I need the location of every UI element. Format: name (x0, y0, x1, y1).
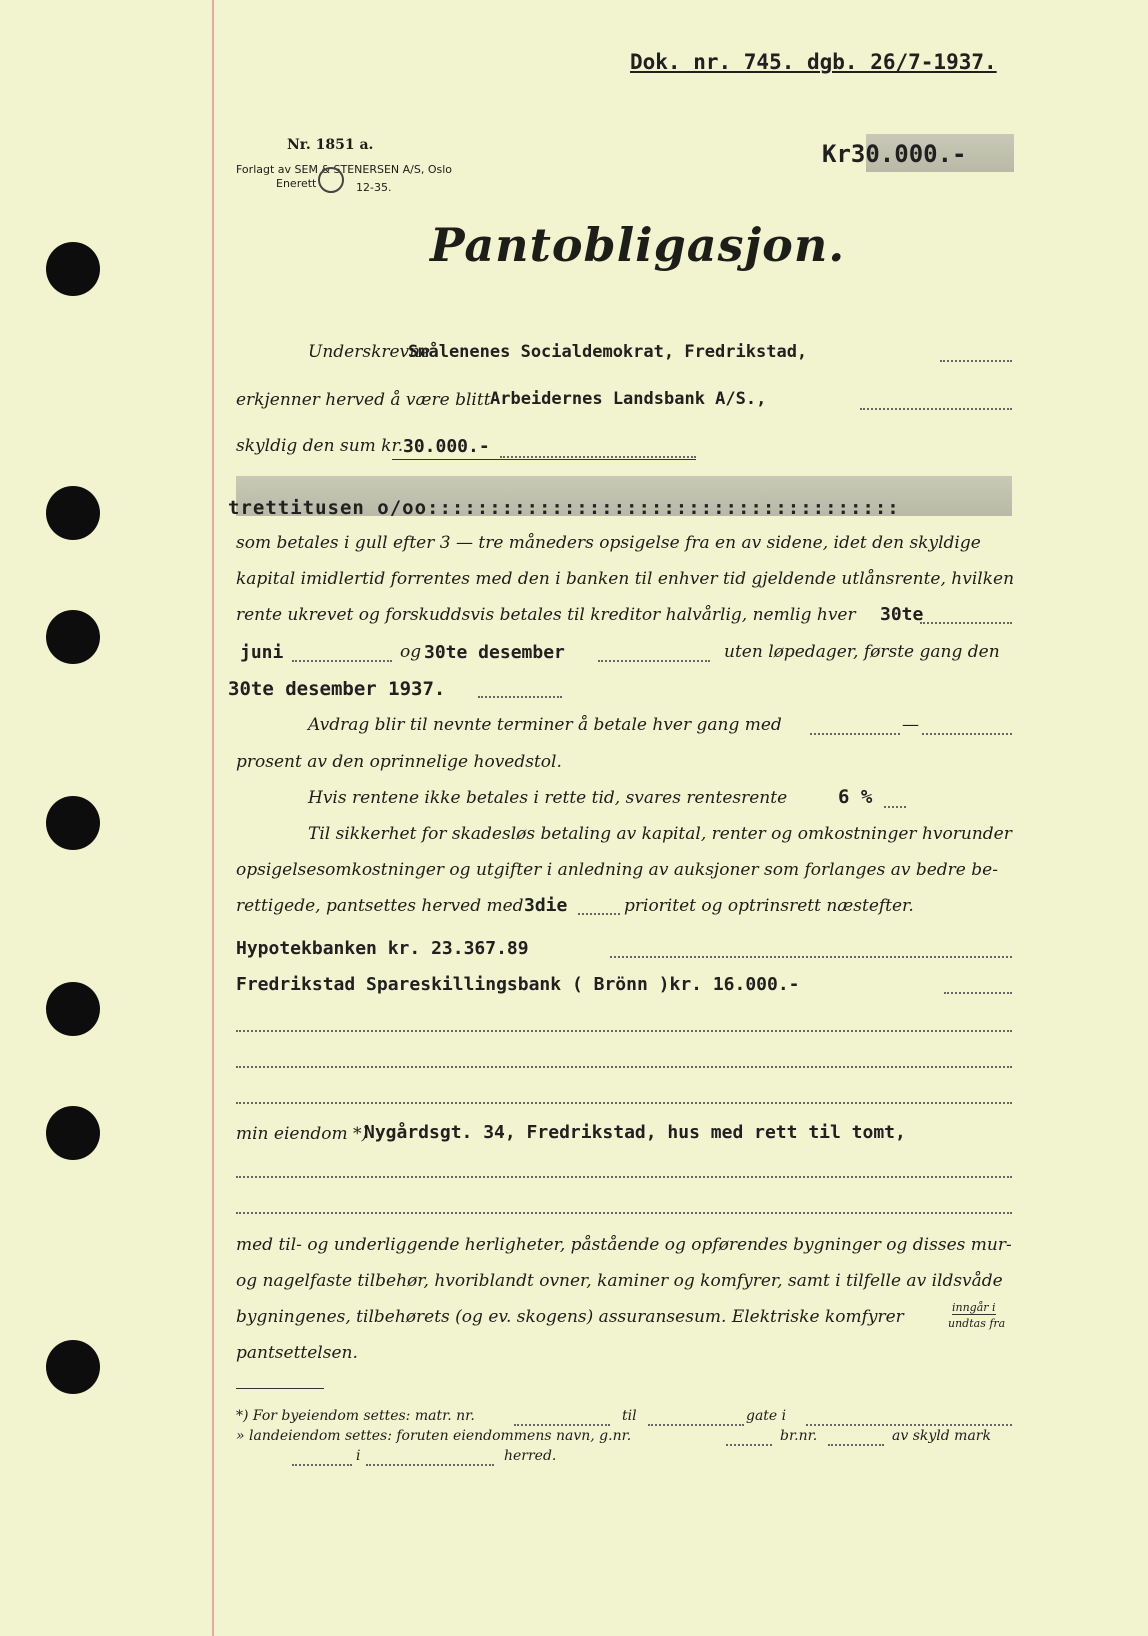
med-line: med til- og underliggende herligheter, påstående og opførendes bygninger og disses mur- (236, 1235, 1012, 1255)
underline (392, 459, 696, 460)
skyldig-value: 30.000.- (403, 436, 490, 457)
footnote-text: br.nr. (780, 1428, 818, 1444)
document-number: Dok. nr. 745. dgb. 26/7-1937. (630, 50, 997, 74)
inngar-text: inngår i (952, 1301, 996, 1314)
footnote-text: *) For byeiendom settes: matr. nr. (236, 1408, 475, 1424)
footnote-text: i (356, 1448, 361, 1464)
med-line: pantsettelsen. (236, 1343, 358, 1363)
dotted-line (292, 660, 392, 662)
p4-end: uten løpedager, første gang den (724, 642, 1000, 662)
dotted-line (922, 733, 1012, 735)
punch-hole (46, 610, 100, 664)
dotted-line (236, 1066, 1012, 1068)
sikk3-end: prioritet og optrinsrett næstefter. (624, 896, 914, 916)
dotted-line (944, 992, 1012, 994)
footnote-text: herred. (504, 1448, 557, 1464)
prosent-text: prosent av den oprinnelige hovedstol. (236, 752, 562, 772)
dotted-line (366, 1464, 494, 1466)
para-line: kapital imidlertid forrentes med den i banken til enhver tid gjeldende utlånsrente, hvilken (236, 569, 1015, 589)
form-number: Nr. 1851 a. (287, 137, 374, 153)
hvis-label: Hvis rentene ikke betales i rette tid, svares rentesrente (308, 788, 788, 808)
dotted-line (860, 408, 1012, 410)
dotted-line (236, 1212, 1012, 1214)
dotted-line (726, 1444, 772, 1446)
amount-words: trettitusen o/oo:::::::::::::::::::::::::::::::::::::: (228, 497, 900, 519)
kr-amount: Kr30.000.- (822, 140, 967, 168)
punch-hole (46, 1340, 100, 1394)
sikk-line: opsigelsesomkostninger og utgifter i anledning av auksjoner som forlanges av bedre be- (236, 860, 998, 880)
dotted-line (236, 1102, 1012, 1104)
page-title: Pantobligasjon. (430, 218, 846, 272)
p3-value: 30te (880, 604, 924, 625)
dotted-line (940, 360, 1012, 362)
undersk-value: Smålenenes Socialdemokrat, Fredrikstad, (408, 342, 808, 362)
p5-value: 30te desember 1937. (228, 678, 446, 700)
eiendom-value: Nygårdsgt. 34, Fredrikstad, hus med rett til tomt, (364, 1122, 906, 1143)
dotted-line (810, 733, 900, 735)
footnote-text: til (622, 1408, 637, 1424)
para-line: som betales i gull efter 3 — tre måneders opsigelse fra en av sidene, idet den skyldige (236, 533, 981, 553)
undtas-text: undtas fra (948, 1317, 1006, 1330)
punch-hole (46, 982, 100, 1036)
dotted-line (648, 1424, 744, 1426)
footnote-text: av skyld mark (892, 1428, 991, 1444)
avdrag-label: Avdrag blir til nevnte terminer å betale hver gang med (308, 715, 782, 735)
dotted-line (236, 1030, 1012, 1032)
med-line: og nagelfaste tilbehør, hvoriblandt ovner, kaminer og komfyrer, samt i tilfelle av ildsvåde (236, 1271, 1003, 1291)
hvis-value: 6 % (838, 786, 873, 808)
skyldig-label: skyldig den sum kr. (236, 436, 404, 456)
dotted-line (806, 1424, 1012, 1426)
dotted-line (514, 1424, 610, 1426)
dotted-line (292, 1464, 352, 1466)
punch-hole (46, 1106, 100, 1160)
footnote-text: gate i (746, 1408, 787, 1424)
eiendom-label: min eiendom *) (236, 1124, 369, 1144)
footnote-divider (236, 1388, 324, 1389)
dotted-line (598, 660, 710, 662)
med-line: bygningenes, tilbehørets (og ev. skogens) assuransesum. Elektriske komfyrer (236, 1307, 904, 1327)
publisher-short: Enerett (276, 177, 317, 190)
publisher: Forlagt av SEM & STENERSEN A/S, Oslo (236, 163, 453, 176)
erkjenner-label: erkjenner herved å være blitt (236, 390, 491, 410)
p4-value-1: juni (240, 642, 284, 663)
publisher-logo-icon (318, 167, 344, 193)
erkjenner-value: Arbeidernes Landsbank A/S., (490, 389, 767, 409)
dotted-line (478, 696, 562, 698)
undersk-label: Underskrevne (308, 342, 431, 362)
punch-hole (46, 242, 100, 296)
p4-value-2: 30te desember (424, 642, 565, 663)
sikk3-label: rettigede, pantsettes herved med (236, 896, 524, 916)
dotted-line (884, 806, 906, 808)
p4-mid: og (400, 642, 422, 662)
prior-line: Fredrikstad Spareskillingsbank ( Brönn )kr. 16.000.- (236, 974, 800, 995)
dotted-line (236, 1176, 1012, 1178)
prior-line: Hypotekbanken kr. 23.367.89 (236, 938, 529, 959)
dotted-line (920, 622, 1012, 624)
p3-label: rente ukrevet og forskuddsvis betales til kreditor halvårlig, nemlig hver (236, 605, 856, 625)
dotted-line (610, 956, 1012, 958)
dotted-line (578, 913, 620, 915)
form-date: 12-35. (356, 181, 392, 194)
sikk3-value: 3die (524, 895, 568, 916)
dotted-line (500, 456, 696, 458)
punch-hole (46, 796, 100, 850)
avdrag-value: — (902, 715, 919, 735)
sikk-line: Til sikkerhet for skadesløs betaling av kapital, renter og omkostninger hvorunder (308, 824, 1012, 844)
dotted-line (828, 1444, 884, 1446)
footnote-text: » landeiendom settes: foruten eiendommens navn, g.nr. (236, 1428, 632, 1444)
margin-line (212, 0, 214, 1636)
punch-hole (46, 486, 100, 540)
